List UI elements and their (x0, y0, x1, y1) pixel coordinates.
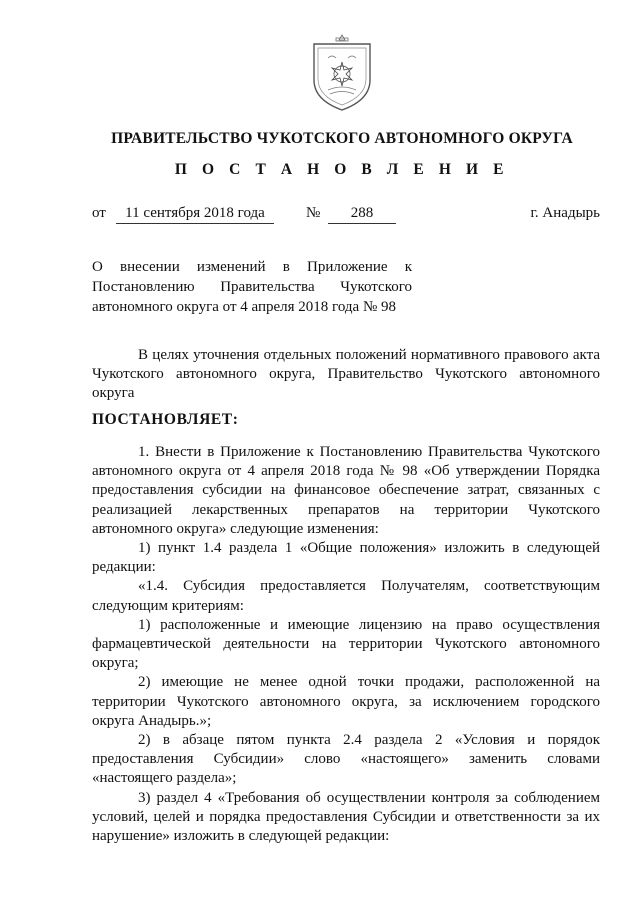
body-line: фармацевтической деятельности на территории Чукотского автономного (92, 636, 600, 653)
body-line: территории Чукотского автономного округа, за исключением городского (92, 693, 600, 710)
body-line: округа; (92, 655, 139, 672)
body-line: «1.4. Субсидия предоставляется Получателям, соответствующим (138, 578, 600, 595)
body-line: автономного округа» следующие изменения: (92, 520, 379, 537)
coat-of-arms-emblem (306, 34, 378, 114)
preamble-paragraph (92, 346, 600, 404)
emblem-icon (306, 34, 378, 114)
preamble-line: округа (92, 385, 135, 402)
document-meta-row (92, 205, 600, 225)
subject-line: Постановлению Правительства Чукотского (92, 279, 412, 295)
body-line: следующим критериям: (92, 597, 244, 614)
resolution-body (92, 443, 600, 846)
body-line: автономного округа от 4 апреля 2018 года № 98 «Об утверждении Порядка (92, 463, 600, 480)
preamble-line: Чукотского автономного округа, Правительство Чукотского автономного (92, 366, 600, 383)
body-line: редакции: (92, 559, 156, 576)
body-line: нарушение» изложить в следующей редакции: (92, 828, 390, 845)
preamble-line: В целях уточнения отдельных положений нормативного правового акта (138, 347, 600, 363)
document-number: 288 (328, 205, 396, 224)
body-line: 2) в абзаце пятом пункта 2.4 раздела 2 «Условия и порядок (138, 732, 600, 749)
body-line: «настоящего раздела»; (92, 770, 237, 787)
date-label: от (92, 205, 106, 221)
body-line: 2) имеющие не менее одной точки продажи, расположенной на (138, 674, 600, 691)
government-title: ПРАВИТЕЛЬСТВО ЧУКОТСКОГО АВТОНОМНОГО ОКРУГА (111, 130, 573, 147)
resolves-heading: ПОСТАНОВЛЯЕТ: (92, 411, 239, 428)
body-line: 3) раздел 4 «Требования об осуществлении контроля за соблюдением (138, 789, 600, 806)
subject-line: автономного округа от 4 апреля 2018 года № 98 (92, 299, 396, 315)
document-type-title: П О С Т А Н О В Л Е Н И Е (174, 161, 510, 178)
body-line: предоставления Субсидии» слово «настоящего» заменить словами (92, 751, 600, 768)
document-subject (92, 257, 412, 317)
document-city: г. Анадырь (530, 205, 600, 221)
body-line: реализацией лекарственных препаратов на территории Чукотского (92, 501, 600, 518)
document-date: 11 сентября 2018 года (116, 205, 274, 224)
body-line: 1) пункт 1.4 раздела 1 «Общие положения» изложить в следующей (138, 540, 600, 557)
body-line: условий, целей и порядка предоставления Субсидии и ответственности за их (92, 808, 600, 825)
body-line: 1. Внести в Приложение к Постановлению Правительства Чукотского (138, 444, 600, 460)
number-label: № (306, 205, 321, 221)
subject-line: О внесении изменений в Приложение к (92, 259, 412, 275)
body-line: округа Анадырь.»; (92, 712, 212, 729)
body-line: предоставления субсидии на финансовое обеспечение затрат, связанных с (92, 482, 600, 499)
body-line: 1) расположенные и имеющие лицензию на право осуществления (138, 616, 600, 633)
